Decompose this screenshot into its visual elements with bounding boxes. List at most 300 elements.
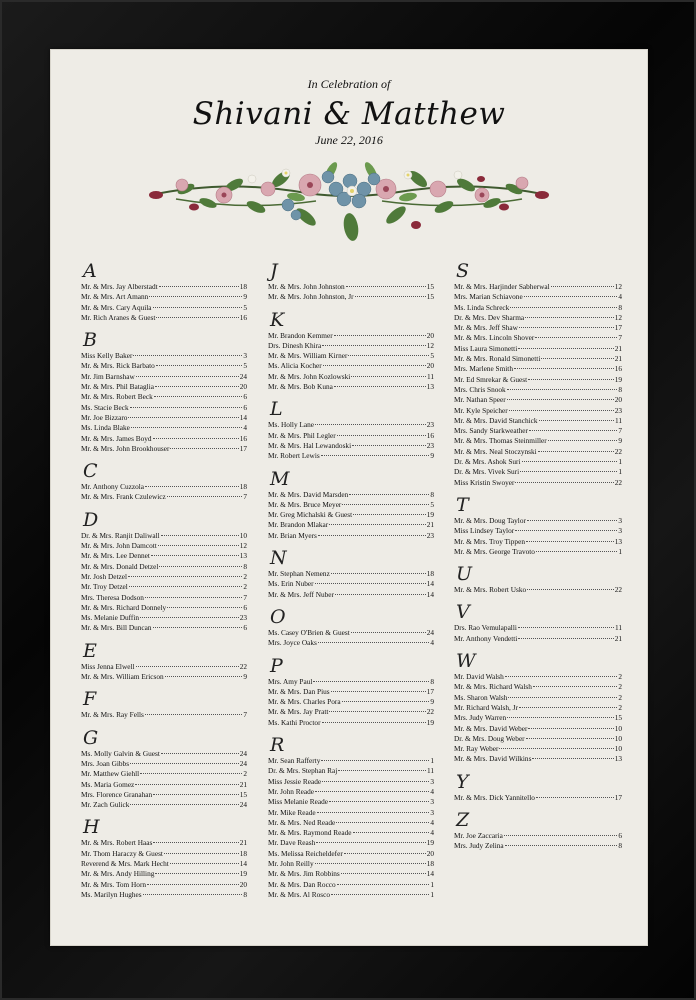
guest-entry (454, 467, 622, 477)
couple-names: Shivani & Matthew (192, 96, 506, 132)
guest-column-2 (268, 261, 434, 907)
section-letter: E (83, 639, 97, 662)
dot-leader (315, 863, 426, 864)
guest-entry (454, 634, 622, 644)
guest-section-d (81, 510, 247, 634)
guest-name: Mr. Stephan Nemenz (268, 569, 330, 579)
dot-leader (355, 296, 426, 297)
table-number: 7 (618, 333, 622, 343)
table-number: 19 (426, 717, 434, 727)
dot-leader (353, 832, 430, 833)
guest-entry (454, 344, 622, 354)
dot-leader (318, 642, 430, 643)
table-number: 17 (426, 686, 434, 696)
table-number: 1 (618, 546, 622, 556)
guest-name: Mr. & Mrs. Doug Taylor (454, 515, 526, 525)
guest-entry (81, 582, 247, 592)
guest-name: Mr. Anthony Vendetti (454, 633, 518, 643)
guest-entry (454, 585, 622, 595)
guest-entry (268, 818, 434, 828)
guest-entry (454, 385, 622, 395)
guest-name: Mr. & Mrs. Dan Rocco (268, 879, 336, 889)
table-number: 12 (614, 282, 622, 291)
guest-entry (268, 420, 434, 430)
table-number: 15 (426, 292, 434, 302)
dot-leader (519, 327, 614, 328)
dot-leader (153, 307, 243, 308)
guest-entry (454, 313, 622, 323)
guest-name: Mr. & Mrs. Jay Alberstadt (81, 282, 158, 291)
guest-name: Drs. Rao Vemulapalli (454, 623, 517, 633)
table-number: 3 (430, 776, 434, 786)
guest-entry (454, 724, 622, 734)
guest-column-1 (81, 261, 247, 907)
guest-name: Mr. & Mrs. Charles Pora (268, 697, 341, 707)
dot-leader (329, 801, 429, 802)
guest-name: Mr. Richard Walsh, Jr (454, 702, 518, 712)
guest-name: Mr. & Mrs. Rick Barbato (81, 361, 155, 371)
dot-leader (527, 520, 617, 521)
guest-entry (454, 831, 622, 841)
guest-name: Mr. & Mrs. Jay Pratt (268, 707, 329, 717)
guest-entry (268, 628, 434, 638)
guest-name: Mr. & Mrs. Tom Horn (81, 879, 147, 889)
dot-leader (336, 822, 429, 823)
guest-section-z (454, 810, 622, 852)
table-number: 5 (430, 351, 434, 361)
guest-name: Ms. Melanie Duffin (81, 613, 140, 623)
guest-name: Mr. Joe Bizzaro (81, 412, 128, 422)
table-number: 18 (426, 858, 434, 868)
guest-name: Mr. Ed Smrekar & Guest (454, 374, 528, 384)
guest-entry (454, 672, 622, 682)
floral-garland-illustration (146, 149, 552, 244)
section-letter: A (83, 260, 97, 282)
guest-name: Mr. & Mrs. John Johnston, Jr (268, 292, 354, 302)
guest-entry (81, 869, 247, 879)
section-letter: M (270, 467, 290, 490)
guest-section-u (454, 564, 622, 595)
guest-name: Mr. & Mrs. Al Rosco (268, 889, 331, 899)
guest-name: Mr. Brian Myers (268, 530, 317, 540)
guest-name: Mr. & Mrs. Robert Usko (454, 585, 527, 595)
guest-name: Mr. & Mrs. David Wilkins (454, 754, 532, 764)
guest-name: Mr. Matthew Giehll (81, 769, 140, 779)
guest-entry (268, 766, 434, 776)
guest-entry (81, 313, 247, 323)
guest-name: Mr. & Mrs. Cary Aquila (81, 302, 152, 312)
dot-leader (338, 770, 426, 771)
table-number: 6 (243, 623, 247, 633)
section-letter: R (270, 734, 285, 757)
table-number: 18 (239, 848, 247, 858)
dot-leader (143, 894, 243, 895)
guest-entry (268, 828, 434, 838)
guest-entry (268, 718, 434, 728)
dot-leader (538, 451, 614, 452)
dot-leader (348, 355, 429, 356)
dot-leader (155, 386, 239, 387)
dot-leader (130, 407, 243, 408)
table-number: 18 (239, 482, 247, 492)
dot-leader (532, 758, 613, 759)
table-number: 17 (614, 323, 622, 333)
guest-entry (268, 707, 434, 717)
table-number: 20 (426, 361, 434, 371)
guest-name: Miss Kelly Baker (81, 351, 133, 361)
dot-leader (507, 399, 614, 400)
section-letter: U (456, 563, 473, 586)
guest-entry (81, 780, 247, 790)
guest-section-o (268, 607, 434, 649)
table-number: 24 (239, 758, 247, 768)
section-letter: D (83, 508, 99, 531)
guest-name: Miss Jessie Reade (268, 776, 322, 786)
dot-leader (331, 894, 429, 895)
guest-entry (268, 677, 434, 687)
guest-name: Mr. & Mrs. Ray Fells (81, 710, 144, 720)
dot-leader (145, 597, 242, 598)
guest-section-v (454, 602, 622, 644)
dot-leader (351, 376, 426, 377)
guest-section-k (268, 310, 434, 393)
dot-leader (344, 853, 426, 854)
guest-entry (268, 638, 434, 648)
guest-name: Mr. & Mrs. John Damcott (81, 541, 157, 551)
guest-section-y (454, 772, 622, 803)
guest-entry (81, 859, 247, 869)
guest-name: Mr. Rich Aranes & Guest (81, 312, 156, 322)
table-number: 15 (239, 789, 247, 799)
table-number: 9 (243, 292, 247, 302)
guest-entry (268, 451, 434, 461)
dot-leader (515, 530, 617, 531)
dot-leader (322, 781, 429, 782)
guest-entry (81, 282, 247, 292)
guest-entry (268, 282, 434, 292)
table-number: 21 (426, 520, 434, 530)
guest-entry (454, 744, 622, 754)
guest-name: Ms. Melissa Reicheldefer (268, 848, 343, 858)
dot-leader (321, 760, 429, 761)
dot-leader (129, 586, 243, 587)
guest-name: Mr. Zach Gulick (81, 800, 130, 810)
table-number: 10 (614, 744, 622, 754)
guest-section-f (81, 689, 247, 720)
guest-name: Mr. & Mrs. David Weber (454, 723, 528, 733)
guest-name: Mr. & Mrs. James Boyd (81, 433, 152, 443)
guest-name: Mr. & Mrs. Jim Robbins (268, 869, 340, 879)
guest-section-b (81, 330, 247, 454)
dot-leader (342, 701, 430, 702)
section-letter: V (456, 601, 470, 624)
guest-name: Mr. & Mrs. Lincoln Shover (454, 333, 535, 343)
table-number: 8 (430, 676, 434, 686)
guest-name: Mr. & Mrs. Robert Beck (81, 392, 153, 402)
dot-leader (515, 482, 613, 483)
guest-name: Mr. & Mrs. Lee Dennet (81, 551, 150, 561)
dot-leader (153, 438, 239, 439)
guest-entry (81, 769, 247, 779)
dot-leader (509, 410, 614, 411)
table-number: 21 (614, 633, 622, 643)
dot-leader (159, 286, 239, 287)
guest-entry (81, 482, 247, 492)
guest-section-w (454, 651, 622, 765)
guest-entry (454, 734, 622, 744)
dot-leader (140, 617, 239, 618)
dot-leader (136, 666, 239, 667)
table-number: 22 (239, 661, 247, 671)
dot-leader (536, 797, 614, 798)
table-number: 1 (430, 756, 434, 766)
guest-section-g (81, 728, 247, 811)
guest-entry (268, 351, 434, 361)
dot-leader (140, 773, 242, 774)
guest-entry (454, 447, 622, 457)
dot-leader (147, 884, 239, 885)
guest-name: Dr. & Mrs. Doug Weber (454, 733, 525, 743)
table-number: 13 (614, 754, 622, 764)
table-number: 14 (239, 858, 247, 868)
table-number: 22 (614, 585, 622, 595)
dot-leader (151, 555, 239, 556)
guest-entry (268, 590, 434, 600)
table-number: 16 (426, 430, 434, 440)
guest-name: Mr. Sean Rafferty (268, 756, 321, 766)
table-number: 20 (239, 879, 247, 889)
guest-name: Mr. & Mrs. John Kozlowski (268, 371, 351, 381)
dot-leader (130, 763, 239, 764)
guest-name: Mrs. Marlene Smith (454, 364, 513, 374)
dot-leader (342, 504, 429, 505)
guest-name: Dr. & Mrs. Vivek Suri (454, 467, 520, 477)
table-number: 12 (426, 340, 434, 350)
guest-entry (454, 354, 622, 364)
guest-entry (268, 382, 434, 392)
table-number: 23 (426, 420, 434, 430)
table-number: 7 (243, 592, 247, 602)
guest-entry (81, 838, 247, 848)
guest-entry (454, 754, 622, 764)
dot-leader (525, 317, 614, 318)
guest-section-h (81, 817, 247, 900)
guest-entry (268, 441, 434, 451)
guest-name: Mr. & Mrs. Phil Bataglia (81, 382, 154, 392)
dot-leader (149, 296, 242, 297)
guest-entry (81, 403, 247, 413)
dot-leader (507, 717, 614, 718)
guest-entry (81, 603, 247, 613)
dot-leader (334, 386, 426, 387)
guest-name: Mr. & Mrs. Donald Detzel (81, 561, 159, 571)
table-number: 23 (614, 405, 622, 415)
chart-header (50, 77, 648, 148)
guest-name: Mrs. Judy Warren (454, 713, 507, 723)
dot-leader (527, 589, 614, 590)
guest-entry (268, 361, 434, 371)
guest-name: Mr. & Mrs. Raymond Reade (268, 828, 352, 838)
table-number: 2 (243, 582, 247, 592)
guest-section-r (268, 735, 434, 900)
guest-name: Mr. Brandon Kemmer (268, 330, 333, 340)
guest-entry (81, 790, 247, 800)
table-number: 1 (430, 889, 434, 899)
guest-name: Mr. Jim Barnshaw (81, 371, 135, 381)
dot-leader (551, 286, 614, 287)
guest-name: Mr. & Mrs. David Stanchick (454, 415, 538, 425)
guest-entry (454, 623, 622, 633)
guest-entry (81, 361, 247, 371)
seating-chart-paper (50, 49, 648, 946)
guest-name: Mr. & Mrs. Richard Walsh (454, 682, 532, 692)
guest-section-m (268, 469, 434, 541)
table-number: 9 (430, 697, 434, 707)
table-number: 2 (618, 672, 622, 682)
guest-name: Mr. & Mrs. Andy Hilling (81, 869, 155, 879)
guest-name: Mr. & Mrs. Jeff Shaw (454, 323, 518, 333)
table-number: 2 (618, 702, 622, 712)
guest-entry (268, 531, 434, 541)
section-letter: H (83, 816, 100, 839)
table-number: 7 (243, 710, 247, 720)
table-number: 16 (239, 433, 247, 443)
guest-name: Dr. & Mrs. Dev Sharma (454, 312, 525, 322)
guest-name: Miss Lindsey Taylor (454, 526, 515, 536)
guest-name: Mrs. Sandy Starkweather (454, 426, 528, 436)
table-number: 19 (614, 374, 622, 384)
guest-entry (454, 516, 622, 526)
table-number: 14 (426, 869, 434, 879)
table-number: 22 (614, 446, 622, 456)
guest-entry (454, 693, 622, 703)
table-number: 3 (618, 515, 622, 525)
dot-leader (331, 573, 426, 574)
table-number: 1 (618, 457, 622, 467)
section-letter: F (83, 688, 97, 711)
guest-entry (268, 687, 434, 697)
guest-name: Mrs. Amy Paul (268, 676, 313, 686)
table-number: 13 (239, 551, 247, 561)
dot-leader (522, 461, 618, 462)
guest-entry (81, 303, 247, 313)
guest-section-c (81, 461, 247, 503)
guest-name: Ms. Molly Galvin & Guest (81, 748, 160, 758)
guest-name: Mr. & Mrs. Bruce Meyer (268, 499, 342, 509)
guest-entry (81, 749, 247, 759)
dot-leader (131, 427, 243, 428)
guest-entry (454, 323, 622, 333)
guest-name: Mr. & Mrs. Dick Yannitello (454, 792, 535, 802)
dot-leader (145, 714, 243, 715)
guest-entry (454, 793, 622, 803)
guest-name: Mr. & Mrs. Bill Duncan (81, 623, 152, 633)
guest-name: Mrs. Joyce Oaks (268, 638, 317, 648)
table-number: 11 (426, 371, 434, 381)
guest-name: Miss Jenna Elwell (81, 661, 135, 671)
table-number: 11 (614, 623, 622, 633)
guest-entry (268, 341, 434, 351)
table-number: 5 (243, 361, 247, 371)
section-letter: Z (456, 808, 470, 831)
guest-name: Ms. Sharon Walsh (454, 692, 508, 702)
section-letter: Y (456, 770, 469, 793)
guest-name: Mr. Thom Haraczy & Guest (81, 848, 163, 858)
guest-name: Mr. & Mrs. David Marsden (268, 489, 349, 499)
table-number: 18 (239, 282, 247, 291)
guest-entry (454, 436, 622, 446)
table-number: 7 (618, 426, 622, 436)
guest-name: Mrs. Theresa Dodson (81, 592, 144, 602)
guest-entry (81, 623, 247, 633)
dot-leader (334, 335, 426, 336)
dot-leader (519, 707, 617, 708)
section-letter: S (456, 260, 470, 282)
table-number: 2 (618, 682, 622, 692)
dot-leader (526, 738, 614, 739)
table-number: 8 (430, 489, 434, 499)
celebration-line: In Celebration of (307, 77, 391, 91)
dot-leader (548, 440, 618, 441)
dot-leader (161, 535, 239, 536)
guest-name: Mr. Kyle Speicher (454, 405, 508, 415)
table-number: 21 (239, 838, 247, 848)
guest-entry (81, 351, 247, 361)
section-letter: G (83, 726, 99, 749)
dot-leader (133, 355, 242, 356)
guest-entry (81, 572, 247, 582)
table-number: 3 (243, 351, 247, 361)
table-number: 6 (243, 402, 247, 412)
dot-leader (518, 348, 613, 349)
dot-leader (505, 676, 618, 677)
dot-leader (316, 842, 425, 843)
dot-leader (536, 551, 617, 552)
dot-leader (331, 691, 426, 692)
table-number: 20 (426, 848, 434, 858)
dot-leader (155, 873, 238, 874)
table-number: 6 (618, 830, 622, 840)
dot-leader (315, 424, 426, 425)
guest-entry (81, 849, 247, 859)
dot-leader (167, 496, 243, 497)
guest-name: Mr. & Mrs. William Kirner (268, 351, 348, 361)
dot-leader (153, 842, 238, 843)
guest-name: Mr. & Mrs. John Johnston (268, 282, 345, 291)
table-number: 8 (618, 841, 622, 851)
section-letter: N (270, 547, 287, 570)
dot-leader (518, 638, 613, 639)
guest-entry (268, 490, 434, 500)
dot-leader (156, 365, 243, 366)
section-letter: P (270, 654, 283, 677)
guest-name: Dr. & Mrs. Ashok Suri (454, 457, 521, 467)
dot-leader (337, 435, 426, 436)
guest-name: Mrs. Judy Zelina (454, 841, 504, 851)
guest-name: Mr. & Mrs. Robert Haas (81, 838, 153, 848)
guest-entry (454, 457, 622, 467)
guest-name: Ms. Linda Schreck (454, 302, 510, 312)
guest-section-l (268, 399, 434, 461)
table-number: 14 (426, 589, 434, 599)
guest-name: Mr. Dave Reash (268, 838, 316, 848)
guest-name: Ms. Stacie Beck (81, 402, 129, 412)
dot-leader (529, 430, 617, 431)
guest-entry (81, 710, 247, 720)
table-number: 8 (618, 302, 622, 312)
guest-entry (81, 613, 247, 623)
dot-leader (159, 566, 242, 567)
